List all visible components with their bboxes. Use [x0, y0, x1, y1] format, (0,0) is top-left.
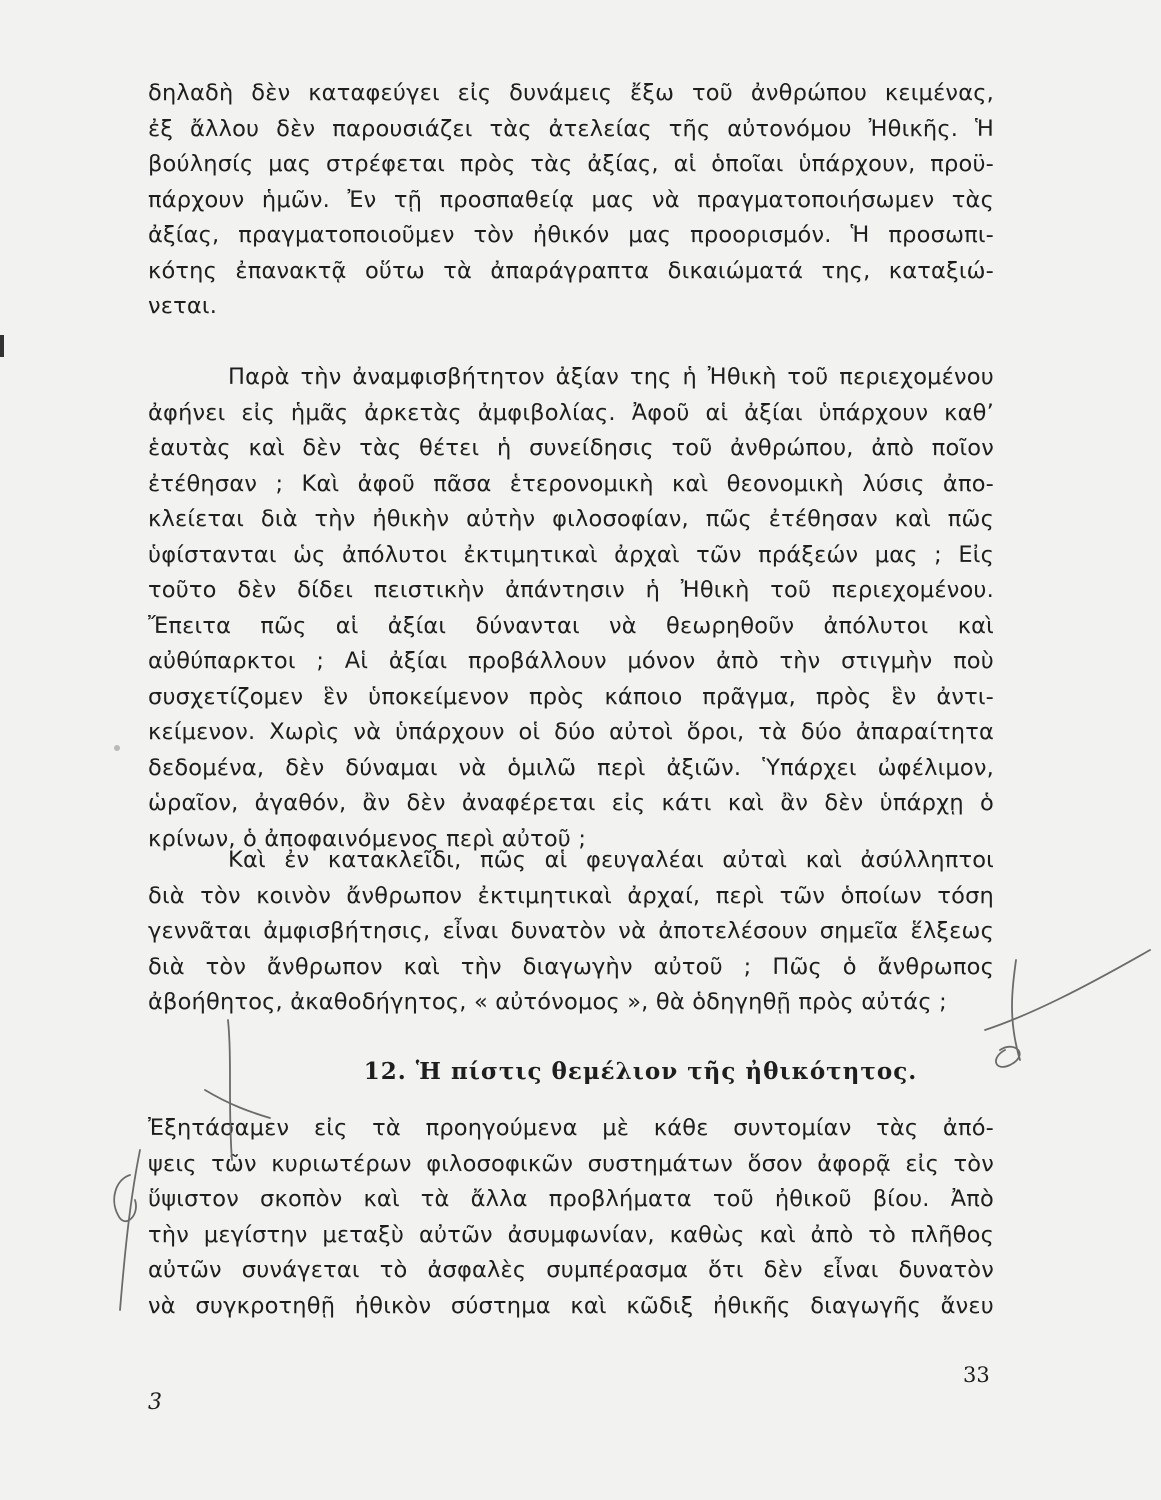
section-heading: 12. Ἡ πίστις θεμέλιον τῆς ἠθικότητος. — [363, 1058, 918, 1085]
text-line: Παρὰ τὴν ἀναμφισβήτητον ἀξίαν της ἡ Ἠθικὴ τοῦ περιεχομένου — [228, 364, 994, 390]
text-line: κότης ἐπανακτᾷ οὕτω τὰ ἀπαράγραπτα δικαιώματά της, καταξιώ- — [148, 257, 994, 284]
signature-mark: 3 — [148, 1390, 162, 1415]
text-line: συσχετίζομεν ἓν ὑποκείμενον πρὸς κάποιο πρᾶγμα, πρὸς ἓν ἀντι- — [148, 683, 994, 710]
text-line: τὴν μεγίστην μεταξὺ αὐτῶν ἀσυμφωνίαν, καθὼς καὶ ἀπὸ τὸ πλῆθος — [148, 1221, 994, 1248]
margin-dot — [114, 745, 120, 751]
pencil-curve-left — [114, 1175, 136, 1221]
pencil-stroke-right — [985, 950, 1150, 1030]
pencil-bracket-right — [1012, 960, 1020, 1060]
text-line: ἀφήνει εἰς ἡμᾶς ἀρκετὰς ἀμφιβολίας. Ἀφοῦ αἱ ἀξίαι ὑπάρχουν καθ’ — [148, 399, 994, 426]
paragraph-4 — [148, 1111, 994, 1324]
text-line: δηλαδὴ δὲν καταφεύγει εἰς δυνάμεις ἔξω τοῦ ἀνθρώπου κειμένας, — [148, 80, 994, 106]
text-line: ἐξ ἄλλου δὲν παρουσιάζει τὰς ἀτελείας τῆς αὐτονόμου Ἠθικῆς. Ἡ — [148, 115, 994, 142]
text-line: κρίνων, ὁ ἀποφαινόμενος περὶ αὐτοῦ ; — [148, 825, 587, 852]
text-line: νεται. — [148, 293, 218, 319]
text-line: ψεις τῶν κυριωτέρων φιλοσοφικῶν συστημάτων ὅσον ἀφορᾷ εἰς τὸν — [148, 1150, 994, 1177]
text-line: αὐτῶν συνάγεται τὸ ἀσφαλὲς συμπέρασμα ὅτι δὲν εἶναι δυνατὸν — [148, 1257, 994, 1283]
text-line: ὕψιστον σκοπὸν καὶ τὰ ἄλλα προβλήματα τοῦ ἠθικοῦ βίου. Ἀπὸ — [148, 1186, 994, 1212]
text-line: ἀξίας, πραγματοποιοῦμεν τὸν ἠθικόν μας προορισμόν. Ἡ προσωπι- — [148, 222, 994, 248]
text-line: ὡραῖον, ἀγαθόν, ἂν δὲν ἀναφέρεται εἰς κάτι καὶ ἂν δὲν ὑπάρχῃ ὁ — [148, 790, 994, 816]
text-line: ἀβοήθητος, ἀκαθοδήγητος, « αὐτόνομος », θὰ ὁδηγηθῇ πρὸς αὐτάς ; — [148, 989, 947, 1015]
text-line: πάρχουν ἡμῶν. Ἐν τῇ προσπαθείᾳ μας νὰ πραγματοποιήσωμεν τὰς — [148, 186, 994, 213]
paragraph-3 — [148, 843, 994, 1021]
text-line: αὐθύπαρκτοι ; Αἱ ἀξίαι προβάλλουν μόνον ἀπὸ τὴν στιγμὴν ποὺ — [148, 648, 994, 674]
text-line: διὰ τὸν κοινὸν ἄνθρωπον ἐκτιμητικαὶ ἀρχαί, περὶ τῶν ὁποίων τόση — [148, 882, 994, 909]
text-line: νὰ συγκροτηθῇ ἠθικὸν σύστημα καὶ κῶδιξ ἠθικῆς διαγωγῆς ἄνευ — [148, 1292, 994, 1319]
text-line: δεδομένα, δὲν δύναμαι νὰ ὁμιλῶ περὶ ἀξιῶν. Ὑπάρχει ὠφέλιμον, — [148, 754, 994, 781]
text-line: κείμενον. Χωρὶς νὰ ὑπάρχουν οἱ δύο αὐτοὶ ὅροι, τὰ δύο ἀπαραίτητα — [148, 719, 994, 745]
text-line: γεννᾶται ἀμφισβήτησις, εἶναι δυνατὸν νὰ ἀποτελέσουν σημεῖα ἕλξεως — [148, 918, 994, 944]
page-number: 33 — [963, 1363, 990, 1387]
text-line: ἑαυτὰς καὶ δὲν τὰς θέτει ἡ συνείδησις τοῦ ἀνθρώπου, ἀπὸ ποῖον — [148, 435, 994, 461]
text-line: κλείεται διὰ τὴν ἠθικὴν αὐτὴν φιλοσοφίαν, πῶς ἐτέθησαν καὶ πῶς — [148, 506, 994, 532]
text-line: Ἐξητάσαμεν εἰς τὰ προηγούμενα μὲ κάθε συντομίαν τὰς ἀπό- — [148, 1115, 994, 1141]
paragraph-2 — [148, 360, 994, 857]
text-line: ὑφίστανται ὡς ἀπόλυτοι ἐκτιμητικαὶ ἀρχαὶ τῶν πράξεών μας ; Εἰς — [148, 541, 994, 568]
pencil-line-left — [120, 1150, 140, 1310]
margin-mark — [0, 335, 4, 357]
paragraph-1 — [148, 76, 994, 325]
text-line: ἐτέθησαν ; Καὶ ἀφοῦ πᾶσα ἑτερονομικὴ καὶ θεονομικὴ λύσις ἀπο- — [148, 470, 994, 497]
text-line: διὰ τὸν ἄνθρωπον καὶ τὴν διαγωγὴν αὐτοῦ ; Πῶς ὁ ἄνθρωπος — [148, 953, 994, 980]
text-line: Ἔπειτα πῶς αἱ ἀξίαι δύνανται νὰ θεωρηθοῦν ἀπόλυτοι καὶ — [148, 612, 994, 639]
text-line: τοῦτο δὲν δίδει πειστικὴν ἀπάντησιν ἡ Ἠθικὴ τοῦ περιεχομένου. — [148, 577, 994, 603]
text-line: βούλησίς μας στρέφεται πρὸς τὰς ἀξίας, αἱ ὁποῖαι ὑπάρχουν, προϋ- — [148, 151, 994, 177]
text-line: Καὶ ἐν κατακλεῖδι, πῶς αἱ φευγαλέαι αὐταὶ καὶ ἀσύλληπτοι — [228, 847, 994, 873]
